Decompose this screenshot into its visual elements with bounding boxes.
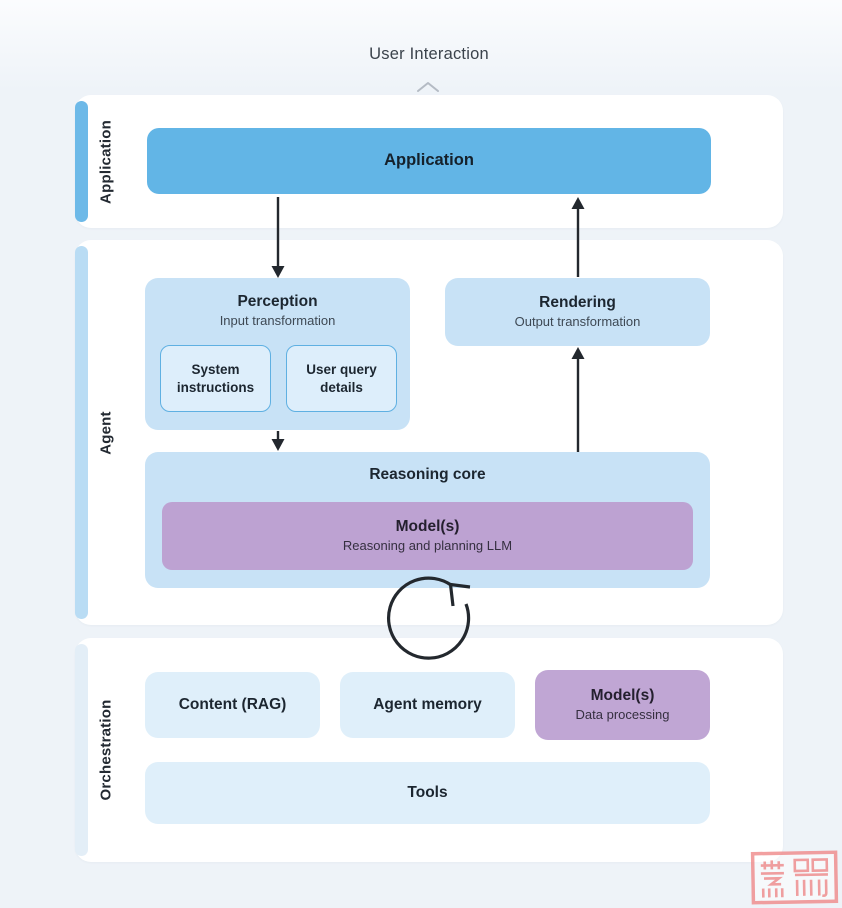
reasoning-model-subtitle: Reasoning and planning LLM [342, 538, 513, 554]
agent-layer-label: Agent [97, 410, 115, 455]
orchestration-accent-bar [75, 644, 88, 856]
orchestration-layer-label: Orchestration [97, 699, 115, 801]
application-layer-panel [75, 95, 783, 228]
system-instructions-box: System instructions [160, 345, 271, 412]
application-layer-label: Application [97, 119, 115, 204]
orchestration-layer-panel [75, 638, 783, 862]
content-rag-box [145, 672, 320, 738]
content-rag-label: Content (RAG) [178, 695, 287, 713]
application-box [147, 128, 711, 194]
perception-subtitle: Input transformation [219, 313, 336, 329]
reasoning-model-title: Model(s) [395, 517, 460, 535]
tools-label: Tools [407, 783, 448, 801]
rendering-subtitle: Output transformation [514, 314, 641, 330]
perception-box [145, 278, 410, 430]
reasoning-core-box [145, 452, 710, 588]
agent-memory-box [340, 672, 515, 738]
agent-accent-bar [75, 246, 88, 619]
tools-box [145, 762, 710, 824]
rendering-title: Rendering [539, 293, 616, 311]
user-interaction-label: User Interaction [369, 45, 489, 63]
rendering-box [445, 278, 710, 346]
application-box-label: Application [384, 151, 474, 170]
perception-sub-boxes [160, 345, 397, 412]
orchestration-model-box [535, 670, 710, 740]
reasoning-core-title: Reasoning core [369, 466, 486, 483]
reasoning-model-box [162, 502, 693, 570]
chinese-seal-stamp-icon [751, 850, 839, 905]
perception-title: Perception [237, 293, 318, 310]
orchestration-model-title: Model(s) [590, 686, 655, 704]
orchestration-model-subtitle: Data processing [575, 707, 670, 723]
user-query-details-box: User query details [286, 345, 397, 412]
agent-layer-panel [75, 240, 783, 625]
application-accent-bar [75, 101, 88, 222]
agent-memory-label: Agent memory [373, 695, 482, 713]
